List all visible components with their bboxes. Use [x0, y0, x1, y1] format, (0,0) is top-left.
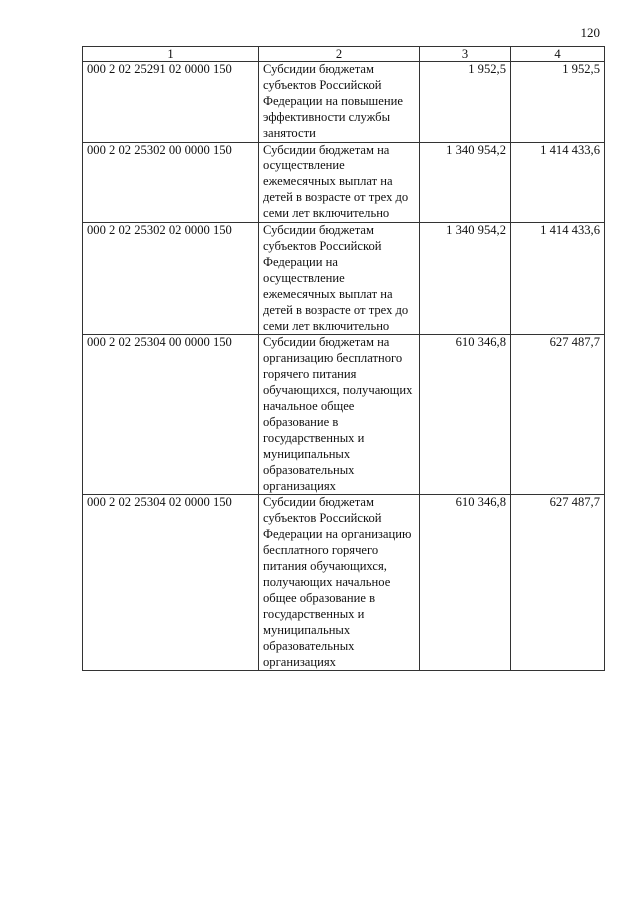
description-cell: Субсидии бюджетам субъектов Российской Федерации на осуществление ежемесячных выплат на детей в возрасте от трех до семи лет включительно [259, 223, 420, 335]
table-row [83, 495, 605, 671]
amount-col3-cell: 1 952,5 [420, 62, 511, 143]
budget-revenue-table [82, 46, 605, 671]
table-row [83, 142, 605, 223]
column-header-1: 1 [83, 47, 259, 62]
description-cell: Субсидии бюджетам на осуществление ежемесячных выплат на детей в возрасте от трех до семи лет включительно [259, 142, 420, 223]
description-cell: Субсидии бюджетам на организацию бесплатного горячего питания обучающихся, получающих начальное общее образование в государственных и муниципальных образовательных организациях [259, 335, 420, 495]
budget-code-cell: 000 2 02 25291 02 0000 150 [83, 62, 259, 143]
amount-col4-cell: 1 414 433,6 [511, 142, 605, 223]
header-row [83, 47, 605, 62]
table-header [83, 47, 605, 62]
amount-col3-cell: 1 340 954,2 [420, 223, 511, 335]
budget-code-cell: 000 2 02 25304 00 0000 150 [83, 335, 259, 495]
description-cell: Субсидии бюджетам субъектов Российской Федерации на организацию бесплатного горячего питания обучающихся, получающих начальное общее образование в государственных и муниципальных образовательных организациях [259, 495, 420, 671]
column-header-4: 4 [511, 47, 605, 62]
amount-col4-cell: 1 414 433,6 [511, 223, 605, 335]
column-header-3: 3 [420, 47, 511, 62]
amount-col4-cell: 627 487,7 [511, 335, 605, 495]
budget-code-cell: 000 2 02 25304 02 0000 150 [83, 495, 259, 671]
description-cell: Субсидии бюджетам субъектов Российской Федерации на повышение эффективности службы занятости [259, 62, 420, 143]
page-number: 120 [580, 25, 600, 40]
table-body [83, 62, 605, 671]
amount-col3-cell: 610 346,8 [420, 335, 511, 495]
amount-col4-cell: 627 487,7 [511, 495, 605, 671]
table-row [83, 223, 605, 335]
budget-code-cell: 000 2 02 25302 00 0000 150 [83, 142, 259, 223]
amount-col3-cell: 1 340 954,2 [420, 142, 511, 223]
table-row [83, 62, 605, 143]
table-row [83, 335, 605, 495]
amount-col4-cell: 1 952,5 [511, 62, 605, 143]
budget-code-cell: 000 2 02 25302 02 0000 150 [83, 223, 259, 335]
column-header-2: 2 [259, 47, 420, 62]
amount-col3-cell: 610 346,8 [420, 495, 511, 671]
